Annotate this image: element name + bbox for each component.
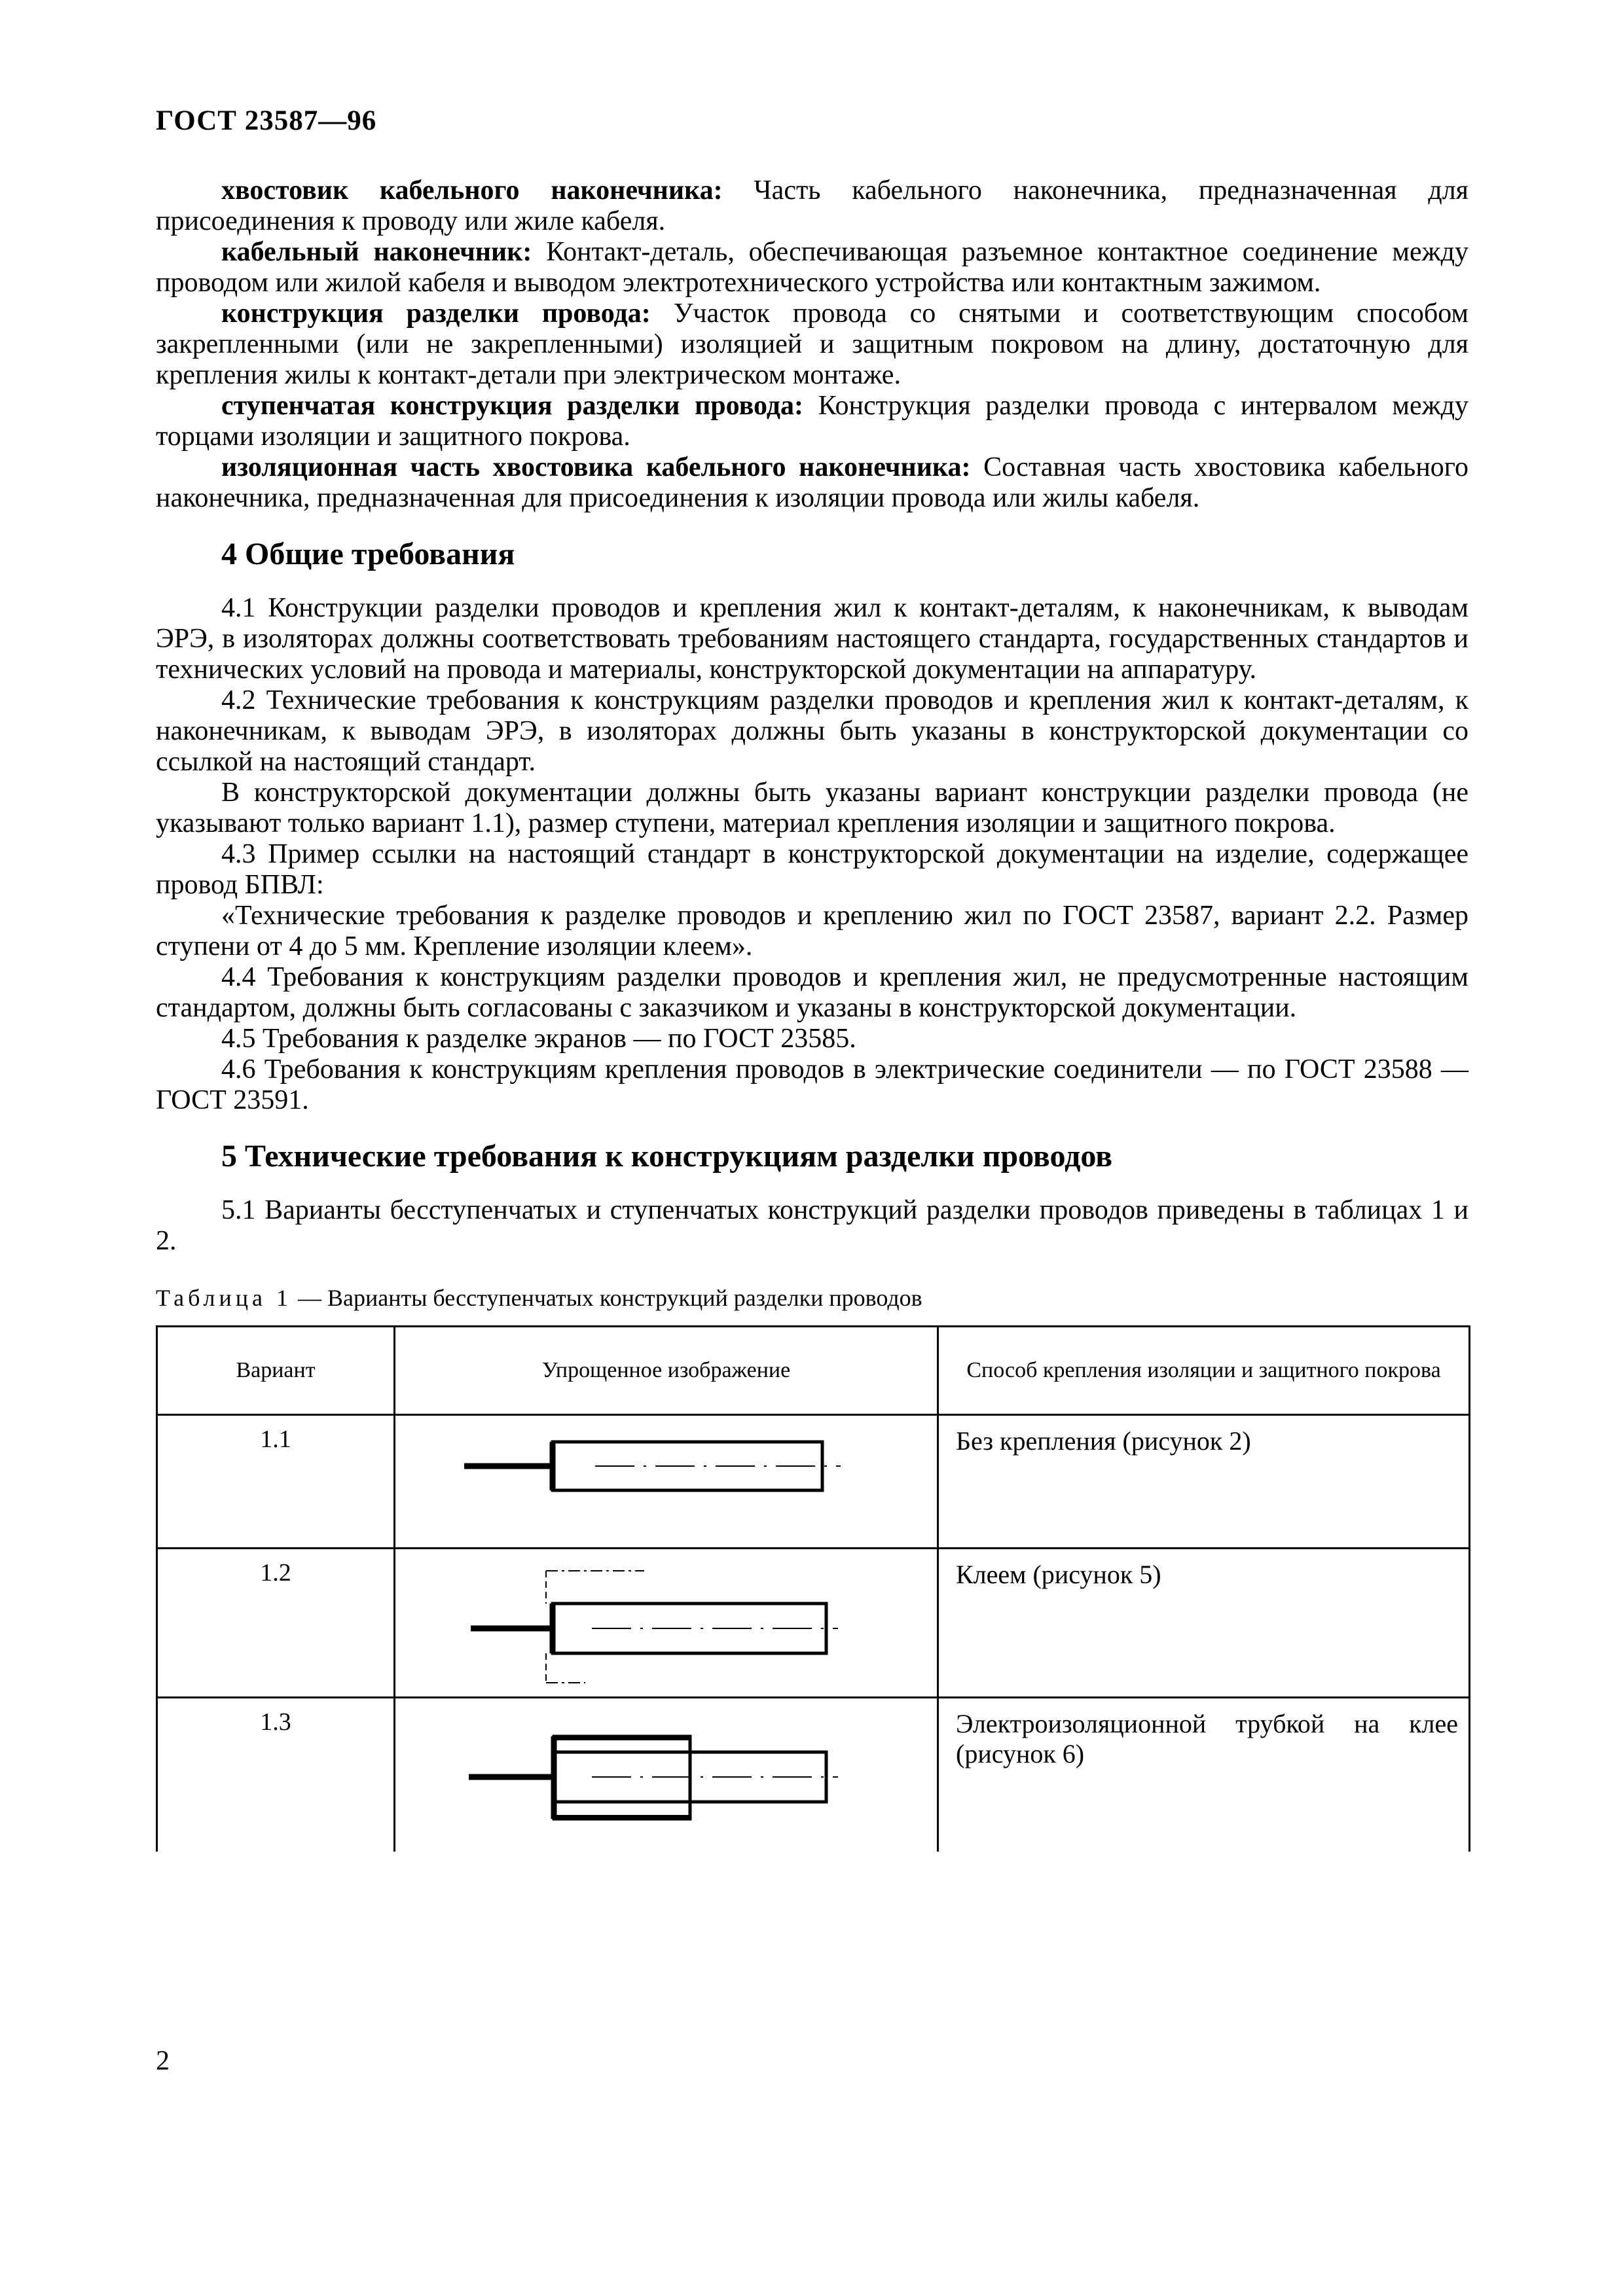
definitions-list xyxy=(156,175,1468,514)
definition-item xyxy=(156,298,1468,391)
paragraph: В конструкторской документации должны быть указаны вариант конструкции разделки провода (не указывают только вариант 1.1), размер ступени, материал крепления изоляции и защитного покрова. xyxy=(156,778,1468,838)
variants-table xyxy=(156,1325,1470,1852)
paragraph: 4.4 Требования к конструкциям разделки проводов и крепления жил, не предусмотренные настоящим стандартом, должны быть согласованы с заказчиком и указаны в конструкторской документации. xyxy=(156,962,1468,1023)
table-row xyxy=(157,1415,1470,1549)
wire-stripping-plain-drawing xyxy=(395,1416,939,1547)
drawing-cell xyxy=(395,1698,938,1852)
table-caption xyxy=(156,1283,1468,1314)
paragraph: 4.5 Требования к разделке экранов — по ГОСТ 23585. xyxy=(221,1024,856,1054)
document-header: ГОСТ 23587—96 xyxy=(156,105,377,136)
variant-cell: 1.1 xyxy=(157,1415,395,1549)
table-row xyxy=(157,1698,1470,1852)
method-cell: Без крепления (рисунок 2) xyxy=(938,1415,1470,1549)
definition-item xyxy=(156,452,1468,514)
definition-term: кабельный наконечник: xyxy=(221,237,532,267)
variant-cell: 1.2 xyxy=(157,1549,395,1698)
definition-item xyxy=(156,391,1468,452)
definition-term: хвостовик кабельного наконечника: xyxy=(221,175,723,206)
wire-stripping-glue-drawing xyxy=(395,1549,939,1696)
drawing-cell xyxy=(395,1549,938,1698)
definition-item xyxy=(156,175,1468,237)
definition-text: Часть кабельного наконечника, предназначенная для присоединения к проводу или жиле кабеля. xyxy=(156,175,1468,236)
method-cell: Электроизоляционной трубкой на клее (рисунок 6) xyxy=(938,1698,1470,1852)
variant-cell: 1.3 xyxy=(157,1698,395,1852)
table-header-row xyxy=(157,1327,1470,1415)
section-4-body xyxy=(156,593,1468,1116)
section-5-body xyxy=(156,1195,1468,1257)
column-header-method: Способ крепления изоляции и защитного покрова xyxy=(938,1327,1470,1415)
table-row xyxy=(157,1549,1470,1698)
table-caption-label: Таблица 1 xyxy=(156,1285,292,1311)
column-header-drawing: Упрощенное изображение xyxy=(395,1327,938,1415)
page-content xyxy=(156,175,1468,1852)
wire-stripping-sleeve-drawing xyxy=(395,1698,939,1850)
section-5-title: 5 Технические требования к конструкциям разделки проводов xyxy=(221,1139,1113,1174)
table-caption-text: — Варианты бесступенчатых конструкций разделки проводов xyxy=(291,1285,922,1311)
definition-term: ступенчатая конструкция разделки провода: xyxy=(221,391,804,421)
column-header-variant: Вариант xyxy=(157,1327,395,1415)
paragraph: 4.2 Технические требования к конструкциям разделки проводов и крепления жил к контакт-деталям, к наконечникам, к выводам ЭРЭ, в изоляторах должны быть указаны в конструкторской документации со ссылкой на настоящий стандарт. xyxy=(156,685,1468,777)
section-4-title: 4 Общие требования xyxy=(221,537,515,571)
definition-text: Контакт-деталь, обеспечивающая разъемное контактное соединение между проводом или жилой кабеля и выводом электротехнического устройства или контактным зажимом. xyxy=(156,237,1469,298)
definition-item xyxy=(156,237,1468,298)
paragraph: 5.1 Варианты бесступенчатых и ступенчатых конструкций разделки проводов приведены в таблицах 1 и 2. xyxy=(156,1195,1468,1256)
definition-term: конструкция разделки провода: xyxy=(221,298,651,329)
paragraph: 4.6 Требования к конструкциям крепления проводов в электрические соединители — по ГОСТ 23588 — ГОСТ 23591. xyxy=(156,1054,1468,1115)
page-number: 2 xyxy=(156,2046,170,2076)
definition-text: Участок провода со снятыми и соответствующим способом закрепленными (или не закрепленными) изоляцией и защитным покровом на длину, достаточную для крепления жилы к контакт-детали при электрическом монтаже. xyxy=(156,298,1469,390)
paragraph: 4.1 Конструкции разделки проводов и крепления жил к контакт-деталям, к наконечникам, к выводам ЭРЭ, в изоляторах должны соответствовать требованиям настоящего стандарта, государственных стандартов и технических условий на провода и материалы, конструкторской документации на аппаратуру. xyxy=(156,593,1468,685)
paragraph: 4.3 Пример ссылки на настоящий стандарт в конструкторской документации на изделие, содержащее провод БПВЛ: xyxy=(156,839,1468,900)
definition-text: Составная часть хвостовика кабельного наконечника, предназначенная для присоединения к изоляции провода или жилы кабеля. xyxy=(156,452,1468,513)
method-cell: Клеем (рисунок 5) xyxy=(938,1549,1470,1698)
paragraph: «Технические требования к разделке проводов и креплению жил по ГОСТ 23587, вариант 2.2. Размер ступени от 4 до 5 мм. Крепление изоляции клеем». xyxy=(156,901,1468,961)
definition-text: Конструкция разделки провода с интервалом между торцами изоляции и защитного покрова. xyxy=(156,391,1468,452)
drawing-cell xyxy=(395,1415,938,1549)
definition-term: изоляционная часть хвостовика кабельного наконечника: xyxy=(221,452,971,482)
